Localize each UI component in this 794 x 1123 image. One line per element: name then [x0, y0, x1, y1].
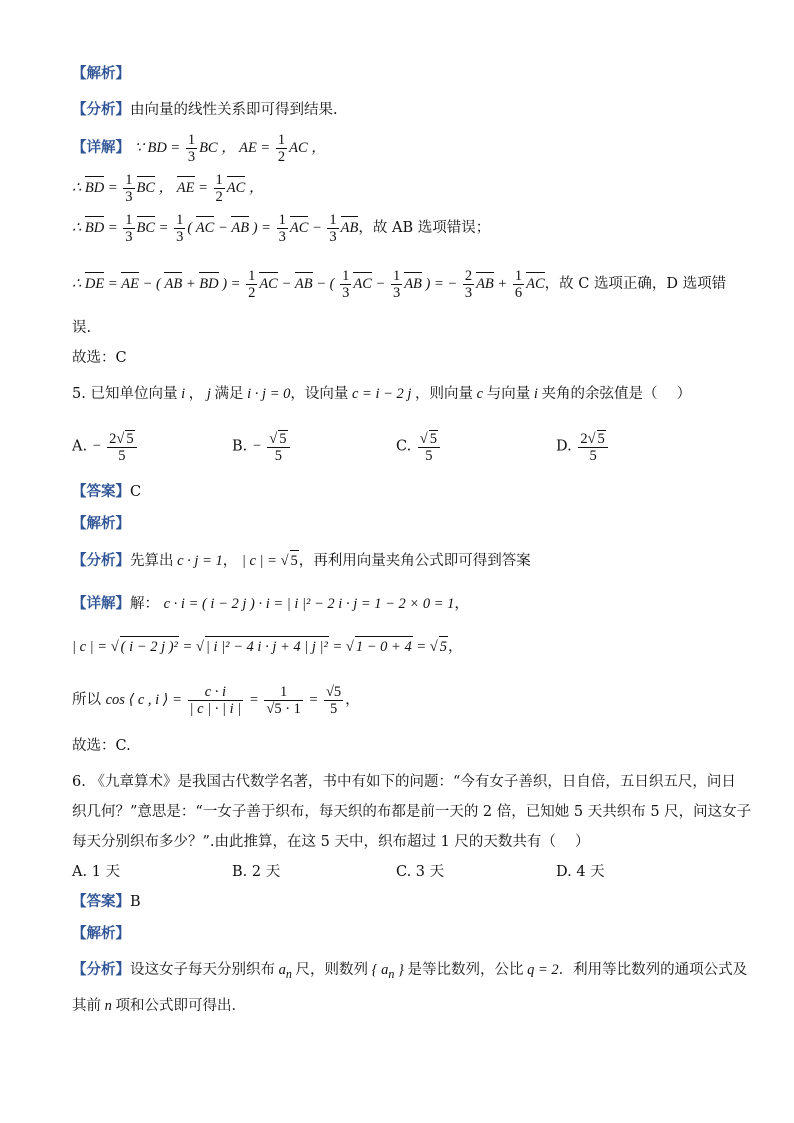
q4-fenxi: 【分析】由向量的线性关系即可得到结果.	[72, 101, 338, 118]
q6-stem-line3: 每天分别织布多少？”.由此推算，在这 5 天中，织布超过 1 尺的天数共有（ ）	[72, 834, 590, 850]
q4-xiangjie-cont: 误.	[72, 320, 92, 336]
q6-option-d: D. 4 天	[556, 864, 605, 880]
q6-option-a: A. 1 天	[72, 864, 121, 880]
q5-option-a: A. − $\frac{2√ 5}{5}$	[72, 430, 139, 464]
q5-option-c: C. $\frac{√ 5}{5}$	[396, 430, 442, 464]
q4-xiangjie-line4: ∴ DE = AE − ( AB + BD ) = $\frac{1}{2}$ AC − AB − ( $\frac{1}{3}$ AC − $\frac{1}{3}$ AB ) = − $\frac{2}{3}$ AB + $\frac{1}{6}$ AC，故 C 选项正确，D 选项错	[72, 268, 727, 302]
q6-option-b: B. 2 天	[232, 864, 281, 880]
jiexi-heading: 【解析】	[72, 65, 130, 82]
q4-answer: 故选：C	[72, 350, 127, 366]
q6-answer: 【答案】B	[72, 893, 141, 910]
q6-fenxi-line1: 【分析】设这女子每天分别织布 $a_n$ 尺，则数列 { $a_n$ } 是等比数列，公比 q = 2．利用等比数列的通项公式及	[72, 961, 748, 981]
q6-stem-line2: 织几何？”意思是：“一女子善于织布，每天织的布都是前一天的 2 倍，已知她 5 天共织布 5 尺，问这女子	[72, 804, 752, 820]
q5-jiexi-heading: 【解析】	[72, 515, 130, 532]
q4-xiangjie-line3: ∴ BD = $\frac{1}{3}$ BC = $\frac{1}{3}$ ( AC − AB ) = $\frac{1}{3}$ AC − $\frac{1}{3}$ AB，故 AB 选项错误；	[72, 212, 491, 246]
q5-xiangjie-line2: | c | = √ ( i − 2 j )² = √ | i |² − 4 i · j + 4 | j |² = √ 1 − 0 + 4 = √ 5，	[72, 636, 462, 657]
q5-final: 故选：C.	[72, 738, 131, 754]
q5-xiangjie-line1: 【详解】解： c · i = ( i − 2 j ) · i = | i |² − 2 i · j = 1 − 2 × 0 = 1，	[72, 595, 469, 612]
q4-xiangjie-line1: 【详解】 ∵ BD = $\frac{1}{3}$ BC ， AE = $\frac{1}{2}$ AC ，	[72, 132, 326, 165]
q5-option-b: B. − $\frac{√ 5}{5}$	[232, 430, 292, 464]
q5-option-d: D. $\frac{2√ 5}{5}$	[556, 430, 610, 464]
q5-answer: 【答案】C	[72, 483, 142, 500]
q5-stem: 5. 已知单位向量 i ， j 满足 i · j = 0，设向量 c = i − 2 j ，则向量 c 与向量 i 夹角的余弦值是（ ）	[72, 386, 692, 402]
q6-option-c: C. 3 天	[396, 864, 445, 880]
q6-jiexi-heading: 【解析】	[72, 925, 130, 942]
q6-stem-line1: 6. 《九章算术》是我国古代数学名著，书中有如下的问题：“今有女子善织，日自倍，五日织五尺，问日	[72, 774, 736, 790]
q5-fenxi: 【分析】先算出 c · j = 1， | c | = √ 5，再利用向量夹角公式即可得到答案	[72, 552, 531, 569]
q6-fenxi-line2: 其前 n 项和公式即可得出．	[72, 998, 246, 1014]
q4-xiangjie-line2: ∴ BD = $\frac{1}{3}$ BC ， AE = $\frac{1}{2}$ AC ，	[72, 172, 264, 206]
q5-xiangjie-line3: 所以 cos ⟨ c , i ⟩ = $\frac{c \cdot i}{| c | \cdot | i |}$ = $\frac{1}{√5 \cdot 1}$ = $\frac{√5}{5}$ ，	[72, 684, 360, 717]
